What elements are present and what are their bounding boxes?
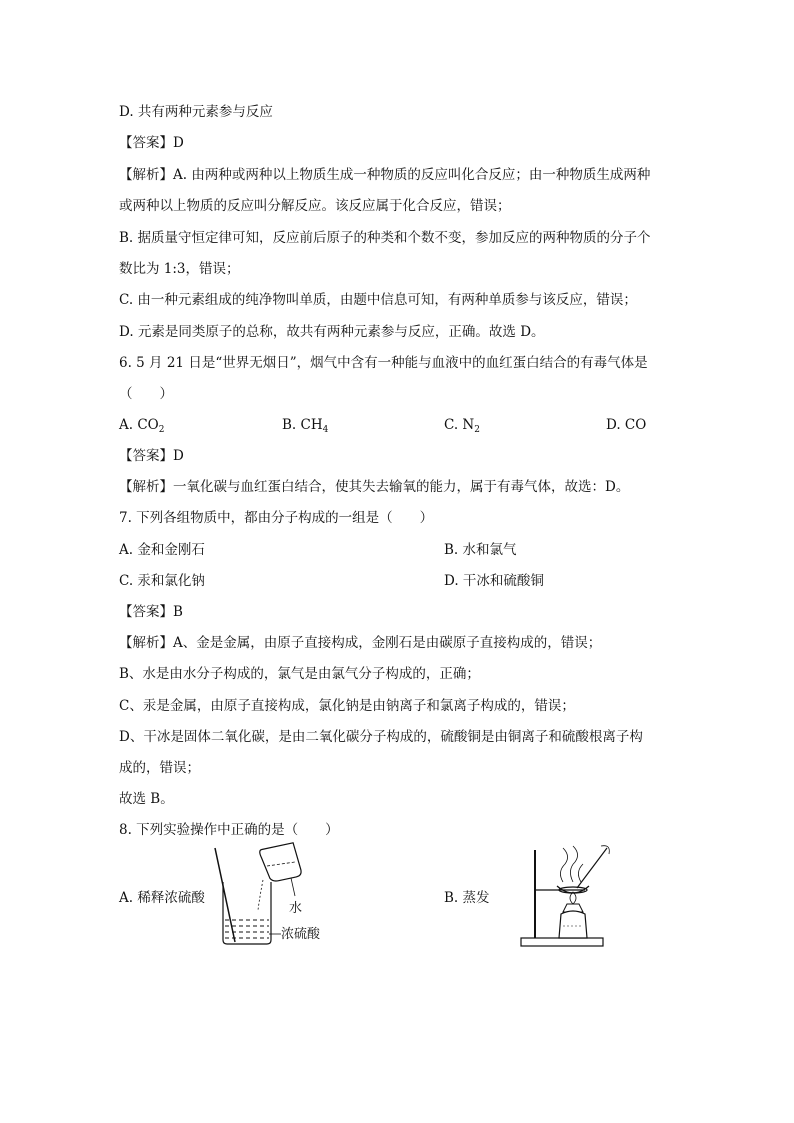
q6-option-a: A. $CO_2$ — [119, 417, 165, 435]
q7-option-b: B. 水和氯气 — [444, 542, 517, 558]
q7-answer: 【答案】B — [119, 604, 183, 620]
q7-option-d: D. 干冰和硫酸铜 — [444, 573, 544, 589]
q7-analysis-line: 【解析】A、金是金属，由原子直接构成，金刚石是由碳原子直接构成的，错误； — [119, 635, 602, 651]
q7-stem: 7. 下列各组物质中，都由分子构成的一组是（ ） — [119, 510, 434, 526]
label-water: 水 — [289, 901, 303, 916]
q5-analysis-line: 【解析】A. 由两种或两种以上物质生成一种物质的反应叫化合反应；由一种物质生成两种 — [119, 167, 651, 183]
q6-option-b: B. $CH_4$ — [282, 417, 329, 435]
q6-analysis: 【解析】一氧化碳与血红蛋白结合，使其失去输氧的能力，属于有毒气体，故选：D。 — [119, 479, 630, 495]
q7-analysis-line: 故选 B。 — [119, 791, 174, 807]
q5-answer: 【答案】D — [119, 135, 184, 151]
dilution-figure — [205, 840, 345, 950]
q5-analysis-line: B. 据质量守恒定律可知，反应前后原子的种类和个数不变，参加反应的两种物质的分子个 — [119, 230, 651, 246]
q7-option-c: C. 汞和氯化钠 — [119, 573, 205, 589]
q8-stem: 8. 下列实验操作中正确的是（ ） — [119, 822, 339, 838]
q6-option-d: D. CO — [606, 417, 647, 433]
evaporation-figure — [515, 842, 625, 950]
q7-analysis-line: C、汞是金属，由原子直接构成，氯化钠是由钠离子和氯离子构成的，错误； — [119, 698, 575, 714]
label-conc-acid: 浓硫酸 — [281, 927, 321, 942]
q5-analysis-line: 或两种以上物质的反应叫分解反应。该反应属于化合反应，错误； — [119, 198, 511, 214]
q6-answer: 【答案】D — [119, 448, 184, 464]
q7-analysis-line: B、水是由水分子构成的，氯气是由氯气分子构成的，正确； — [119, 666, 480, 682]
q5-analysis-line: C. 由一种元素组成的纯净物叫单质，由题中信息可知，有两种单质参与该反应，错误； — [119, 292, 637, 308]
q8-option-a-label: A. 稀释浓硫酸 — [119, 890, 205, 906]
q6-stem-blank: （ ） — [119, 386, 173, 402]
q5-analysis-line: 数比为 1:3，错误； — [119, 261, 240, 277]
q6-option-c: C. $N_2$ — [444, 417, 480, 435]
q8-option-b-label: B. 蒸发 — [444, 890, 490, 906]
q5-option-d: D. 共有两种元素参与反应 — [119, 104, 273, 120]
q7-option-a: A. 金和金刚石 — [119, 542, 205, 558]
q7-analysis-line: D、干冰是固体二氧化碳，是由二氧化碳分子构成的，硫酸铜是由铜离子和硫酸根离子构 — [119, 729, 643, 745]
q7-analysis-line: 成的，错误； — [119, 760, 200, 776]
q5-analysis-line: D. 元素是同类原子的总称，故共有两种元素参与反应，正确。故选 D。 — [119, 324, 545, 340]
q6-stem: 6. 5 月 21 日是“世界无烟日”，烟气中含有一种能与血液中的血红蛋白结合的有毒气体是 — [119, 355, 648, 371]
